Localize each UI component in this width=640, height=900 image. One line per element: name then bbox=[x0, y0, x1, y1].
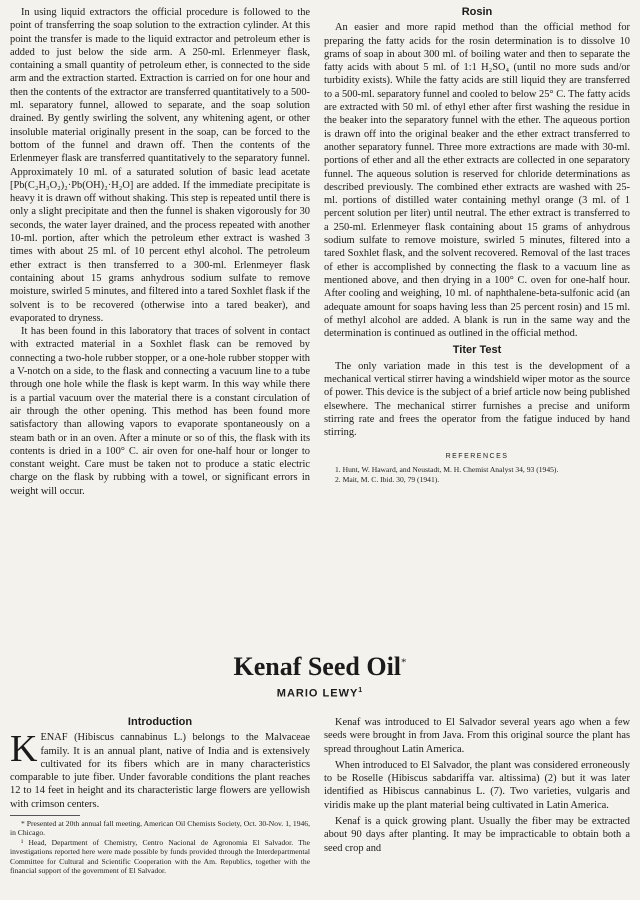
introduction-paragraph bbox=[10, 728, 310, 811]
kenaf-introduction-paragraph: Kenaf was introduced to El Salvador several years ago when a few seeds were brought in from Java. From this original source the plant has spread throughout Latin America. bbox=[324, 717, 630, 755]
article-title-text: Kenaf Seed Oil bbox=[233, 652, 402, 681]
titer-test-paragraph: The only variation made in this test is the development of a mechanical vertical stirrer having a windshield wiper motor as the source of power. This device is the subject of a brief article now being published elsewhere. The mechanical stirrer furnishes a precise and uniform stirring rate and frees the operator from the fatigue induced by hand stirring. bbox=[324, 360, 630, 439]
rosin-paragraph: An easier and more rapid method than the official method for preparing the fatty acids for the rosin determination is to dissolve 10 grams of soap in about 300 ml. of boiling water and then to separate the fatty acids with about 5 ml. of 1:1 H₂SO₄ (until no more suds and/or turbidity exists). While the fatty acids are still liquid they are transferred to a 500-ml. separatory funnel and cooled to below 25° C. The fatty acids are extracted with 50 ml. of ethyl ether after first washing the residue in the beaker into the separatory funnel with the ether. The aqueous portion is drawn off into the original beaker and the ether extract transferred to another separatory funnel. Three more extractions are made with 30-ml. portions of ether and all the ether extracts are collected in one separatory funnel. The aqueous solution is reserved for chloride determinations as described previously. The combined ether extracts are washed with 25-ml. portions of distilled water containing methyl orange (3 ml. of 1 percent solution per liter) until neutral. The ether extract is transferred to a 250-ml. Erlenmeyer flask containing about 15 grams of anhydrous sodium sulfate to remove moisture, swirled 5 minutes, filtered into a tared Soxhlet flask, and the solvent recovered. Removal of the last traces of ether is accomplished by connecting the flask to a vacuum line as mentioned above, and then drying in a 100° C. oven for one-half hour. After cooling and weighing, 10 ml. of naphthalene-beta-sulfonic acid (an adequate amount for soaps having less than 25 percent rosin) and 15 ml. of methyl alcohol are added. A blank is run in the same way and the determination is continued as outlined in the official method. bbox=[324, 22, 630, 340]
author-name: MARIO LEWY bbox=[276, 687, 359, 700]
references-heading: REFERENCES bbox=[445, 452, 509, 460]
right-column-top bbox=[324, 6, 630, 486]
right-column-bottom bbox=[324, 716, 630, 855]
reference-item: 1. Hunt, W. Haward, and Neustadt, M. H. Chemist Analyst 34, 93 (1945). bbox=[335, 464, 559, 474]
article-title bbox=[0, 652, 640, 682]
footnote-affiliation: ¹ Head, Department of Chemistry, Centro Nacional de Agronomia El Salvador. The investigations reported here were made possible by funds provided through the Interdepartmental Committee for Cultural and Scientific Cooperation with the Am. Republics, together with the financial support of the government of El Salvador. bbox=[10, 837, 310, 876]
rosin-heading: Rosin bbox=[461, 6, 493, 18]
kenaf-identification-paragraph: When introduced to El Salvador, the plant was considered erroneously to be Roselle (Hibiscus sabdariffa var. altissima) (2) but it was later identified as Hibiscus cannabinus L. (7). Two varieties, vulgaris and viridis make up the plant material being cultivated in Latin America. bbox=[324, 759, 630, 811]
liquid-extractor-paragraph: In using liquid extractors the official procedure is followed to the point of transferring the soap solution to the extraction cylinder. At this point the transfer is made to the liquid extractor and petroleum ether is added to just below the side arm. A 250-ml. Erlenmeyer flask, containing a small quantity of petroleum ether, is connected to the side arm and the extraction started. Extraction is carried on for one hour and then the contents of the extractor are transferred quantitatively to a 500-ml. separatory funnel, allowed to separate, and the soap solution drained. By gently swirling the solvent, any whitening agent, or other insoluble material originally present in the soap, can be forced to the bottom of the funnel and drawn off. Then the contents of the Erlenmeyer flask are transferred quantitatively to the separatory funnel. Approximately 10 ml. of a saturated solution of basic lead acetate [Pb(C₂H₃O₂)₂·Pb(OH)₂·H₂O] are added. If the immediate precipitate is heavy it is drawn off without shaking. This step is repeated until there is only a slight precipitate and then the funnel is shaken vigorously for 30 seconds, the water layer drained, and the process repeated with another 10-ml. portion, after which the petroleum ether extract is washed 3 times with about 25 ml. of 10 percent ethyl alcohol. The petroleum ether extract is then transferred to a 300-ml. Erlenmeyer flask containing about 15 grams anhydrous sodium sulfate to remove moisture, swirled 5 minutes, and filtered into a tared Soxhlet flask if the solvent is to be recovered (otherwise into a tared beaker), and evaporated to dryness. bbox=[10, 7, 310, 324]
article-author bbox=[0, 687, 640, 700]
introduction-text: ENAF (Hibiscus cannabinus L.) belongs to the Malvaceae family. It is an annual plant, native of India and is extensively cultivated for its fibers which are in many characteristics comparable to jute fiber. Under favorable conditions the plant reaches 12 to 14 feet in height and its characteristic large flowers are yellowish with crimson centers. bbox=[10, 732, 310, 810]
kenaf-growth-paragraph: Kenaf is a quick growing plant. Usually the fiber may be extracted about 90 days after planting. It may be impracticable to obtain both a seed crop and bbox=[324, 816, 630, 854]
title-footnote-mark: * bbox=[401, 656, 407, 669]
footnote-presented: * Presented at 20th annual fall meeting, American Oil Chemists Society, Oct. 30-Nov. 1, 1946, in Chicago. bbox=[10, 819, 310, 838]
titer-test-heading: Titer Test bbox=[452, 344, 502, 357]
left-column-bottom bbox=[10, 716, 310, 876]
footnote-divider bbox=[10, 815, 80, 816]
reference-item: 2. Mait, M. C. Ibid. 30, 79 (1941). bbox=[335, 475, 440, 485]
drop-cap-letter: K bbox=[10, 728, 38, 771]
solvent-removal-paragraph: It has been found in this laboratory that traces of solvent in contact with extracted material in a Soxhlet flask can be removed by connecting a two-hole rubber stopper, or a one-hole rubber stopper with a V-notch on a side, to the flask and connecting a vacuum line to a tube through one hole while the flask is kept warm. In this way while there is a partial vacuum over the material there is a constant circulation of air through the other opening. This method has been found more satisfactory than allowing vapors to evaporate spontaneously on a steam bath or in an oven. After a minute or so of this, the flask with its contents is dried in a 100° C. air oven for one-half hour or longer to constant weight. Care must be taken not to produce a static electric charge on the flask by rubbing with a towel, or significant errors in weight will occur. bbox=[10, 326, 310, 497]
introduction-heading: Introduction bbox=[127, 716, 193, 728]
author-footnote-mark: 1 bbox=[358, 687, 364, 694]
left-column-top bbox=[10, 6, 310, 498]
